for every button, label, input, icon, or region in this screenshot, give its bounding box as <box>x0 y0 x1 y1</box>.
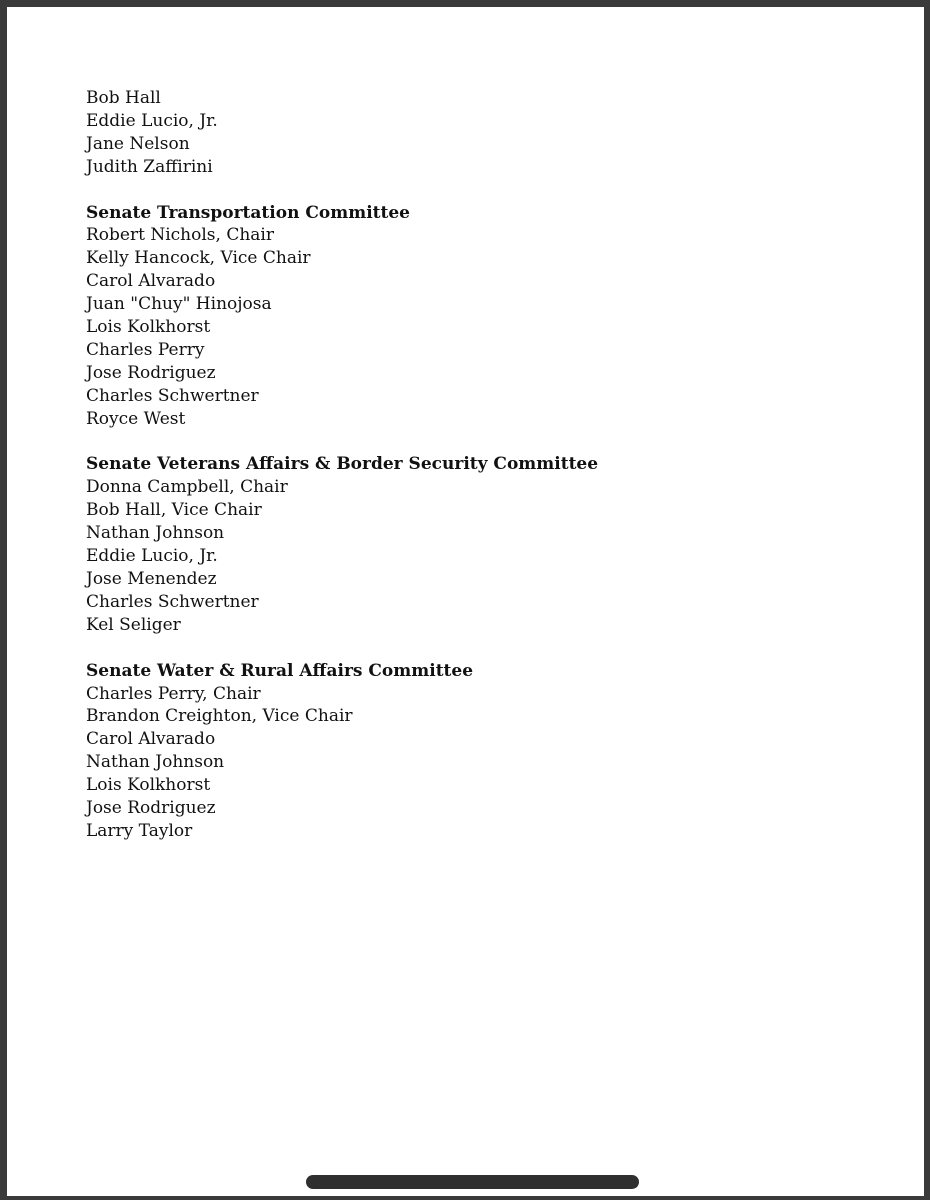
committee-heading: Senate Transportation Committee <box>86 202 410 223</box>
member-name: Kelly Hancock, Vice Chair <box>86 248 311 269</box>
member-name: Nathan Johnson <box>86 523 225 544</box>
continuation-member-list <box>86 87 846 179</box>
member-name: Carol Alvarado <box>86 271 216 292</box>
committee-water-rural-affairs <box>86 660 846 843</box>
member-name: Royce West <box>86 408 186 429</box>
committee-veterans-affairs-border-security <box>86 453 846 636</box>
member-name: Judith Zaffirini <box>86 156 213 177</box>
member-name: Juan "Chuy" Hinojosa <box>86 294 272 315</box>
member-name: Robert Nichols, Chair <box>86 225 274 246</box>
member-name: Charles Perry, Chair <box>86 683 261 704</box>
member-name: Charles Schwertner <box>86 591 259 612</box>
member-name: Jane Nelson <box>86 133 190 154</box>
home-indicator-bar[interactable] <box>306 1175 639 1189</box>
member-name: Jose Rodriguez <box>86 362 216 383</box>
page-content <box>86 87 846 866</box>
member-name: Lois Kolkhorst <box>86 775 211 796</box>
member-name: Kel Seliger <box>86 614 181 635</box>
document-page <box>7 7 924 1196</box>
member-name: Carol Alvarado <box>86 729 216 750</box>
member-name: Jose Menendez <box>86 569 217 589</box>
member-name: Nathan Johnson <box>86 752 225 773</box>
member-name: Bob Hall, Vice Chair <box>86 500 262 521</box>
committee-heading: Senate Veterans Affairs & Border Security Committee <box>86 454 599 475</box>
member-name: Eddie Lucio, Jr. <box>86 546 218 567</box>
member-name: Charles Perry <box>86 339 205 360</box>
member-name: Brandon Creighton, Vice Chair <box>86 706 353 727</box>
committee-heading: Senate Water & Rural Affairs Committee <box>86 660 474 681</box>
member-name: Donna Campbell, Chair <box>86 477 288 498</box>
member-name: Eddie Lucio, Jr. <box>86 110 218 131</box>
member-name: Larry Taylor <box>86 820 193 841</box>
committee-transportation <box>86 202 846 431</box>
member-name: Lois Kolkhorst <box>86 317 211 338</box>
member-name: Charles Schwertner <box>86 385 259 406</box>
member-name: Jose Rodriguez <box>86 798 216 819</box>
member-name: Bob Hall <box>86 88 161 108</box>
